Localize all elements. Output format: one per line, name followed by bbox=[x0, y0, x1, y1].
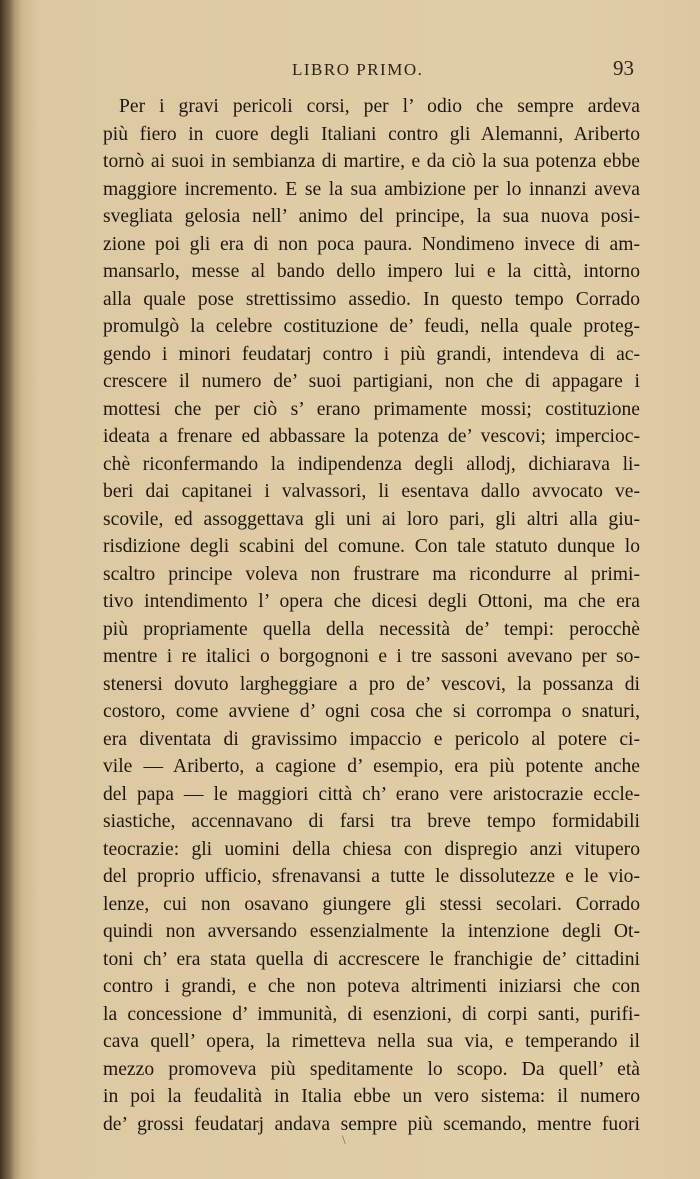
text-line: beri dai capitanei i valvassori, li esentava dallo avvocato ve- bbox=[103, 481, 640, 502]
text-line: gendo i minori feudatarj contro i più grandi, intendeva di ac- bbox=[103, 343, 640, 365]
text-line: promulgò la celebre costituzione de’ feudi, nella quale proteg- bbox=[103, 316, 640, 337]
text-line: Per i gravi pericoli corsi, per l’ odio che sempre ardeva bbox=[119, 96, 640, 117]
text-line: vile — Ariberto, a cagione d’ esempio, era più potente anche bbox=[103, 756, 640, 777]
text-line: lenze, cui non osavano giungere gli stessi secolari. Corrado bbox=[103, 893, 640, 915]
text-line: crescere il numero de’ suoi partigiani, non che di appagare i bbox=[103, 371, 640, 392]
text-line: zione poi gli era di non poca paura. Nondimeno invece di am- bbox=[103, 233, 640, 255]
text-line: del proprio ufficio, sfrenavansi a tutte le dissolutezze e le vio- bbox=[103, 866, 640, 887]
text-line: mentre i re italici o borgognoni e i tre sassoni avevano per so- bbox=[103, 646, 640, 667]
text-line: la concessione d’ immunità, di esenzioni, di corpi santi, purifi- bbox=[103, 1003, 640, 1025]
page-gutter-shadow bbox=[0, 0, 14, 1179]
text-line: quindi non avversando essenzialmente la intenzione degli Ot- bbox=[103, 921, 640, 942]
text-line: contro i grandi, e che non poteva altrimenti iniziarsi che con bbox=[103, 976, 640, 997]
text-line: costoro, come avviene d’ ogni cosa che si corrompa o snaturi, bbox=[103, 701, 640, 722]
text-line: toni ch’ era stata quella di accrescere le franchigie de’ cittadini bbox=[103, 948, 640, 970]
text-line: maggiore incremento. E se la sua ambizione per lo innanzi aveva bbox=[103, 178, 640, 200]
text-line: scovile, ed assoggettava gli uni ai loro pari, gli altri alla giu- bbox=[103, 508, 640, 530]
text-line: de’ grossi feudatarj andava sempre più scemando, mentre fuori bbox=[103, 1113, 640, 1135]
page-number: 93 bbox=[613, 56, 634, 80]
page-header bbox=[0, 56, 700, 86]
text-line: siastiche, accennavano di farsi tra breve tempo formidabili bbox=[103, 811, 640, 832]
text-line: tivo intendimento l’ opera che dicesi degli Ottoni, ma che era bbox=[103, 591, 640, 612]
text-line: stenersi dovuto largheggiare a pro de’ vescovi, la possanza di bbox=[103, 673, 640, 695]
text-line: chè riconfermando la indipendenza degli allodj, dichiarava li- bbox=[103, 453, 640, 475]
text-line: ideata a frenare ed abbassare la potenza de’ vescovi; impercioc- bbox=[103, 426, 640, 447]
text-line: risdizione degli scabini del comune. Con tale statuto dunque lo bbox=[103, 536, 640, 557]
printer-mark: \ bbox=[342, 1132, 346, 1147]
body-text bbox=[103, 93, 640, 1138]
text-line: alla quale pose strettissimo assedio. In questo tempo Corrado bbox=[103, 288, 640, 310]
text-line: mansarlo, messe al bando dello impero lui e la città, intorno bbox=[103, 261, 640, 282]
text-line: più propriamente quella della necessità de’ tempi: perocchè bbox=[103, 618, 640, 640]
text-line: scaltro principe voleva non frustrare ma ricondurre al primi- bbox=[103, 563, 640, 585]
text-line: era diventata di gravissimo impaccio e pericolo al potere ci- bbox=[103, 728, 640, 750]
running-title: LIBRO PRIMO. bbox=[292, 60, 424, 79]
text-line: svegliata gelosia nell’ animo del principe, la sua nuova posi- bbox=[103, 206, 640, 227]
text-line: in poi la feudalità in Italia ebbe un vero sistema: il numero bbox=[103, 1086, 640, 1107]
text-line: mottesi che per ciò s’ erano primamente mossi; costituzione bbox=[103, 398, 640, 420]
text-line: tornò ai suoi in sembianza di martire, e da ciò la sua potenza ebbe bbox=[103, 151, 640, 172]
text-line: mezzo promoveva più speditamente lo scopo. Da quell’ età bbox=[103, 1058, 640, 1080]
text-line: teocrazie: gli uomini della chiesa con dispregio anzi vitupero bbox=[103, 838, 640, 860]
text-line: del papa — le maggiori città ch’ erano vere aristocrazie eccle- bbox=[103, 783, 640, 805]
text-line: cava quell’ opera, la rimetteva nella sua via, e temperando il bbox=[103, 1031, 640, 1052]
text-line: più fiero in cuore degli Italiani contro gli Alemanni, Ariberto bbox=[103, 123, 640, 145]
